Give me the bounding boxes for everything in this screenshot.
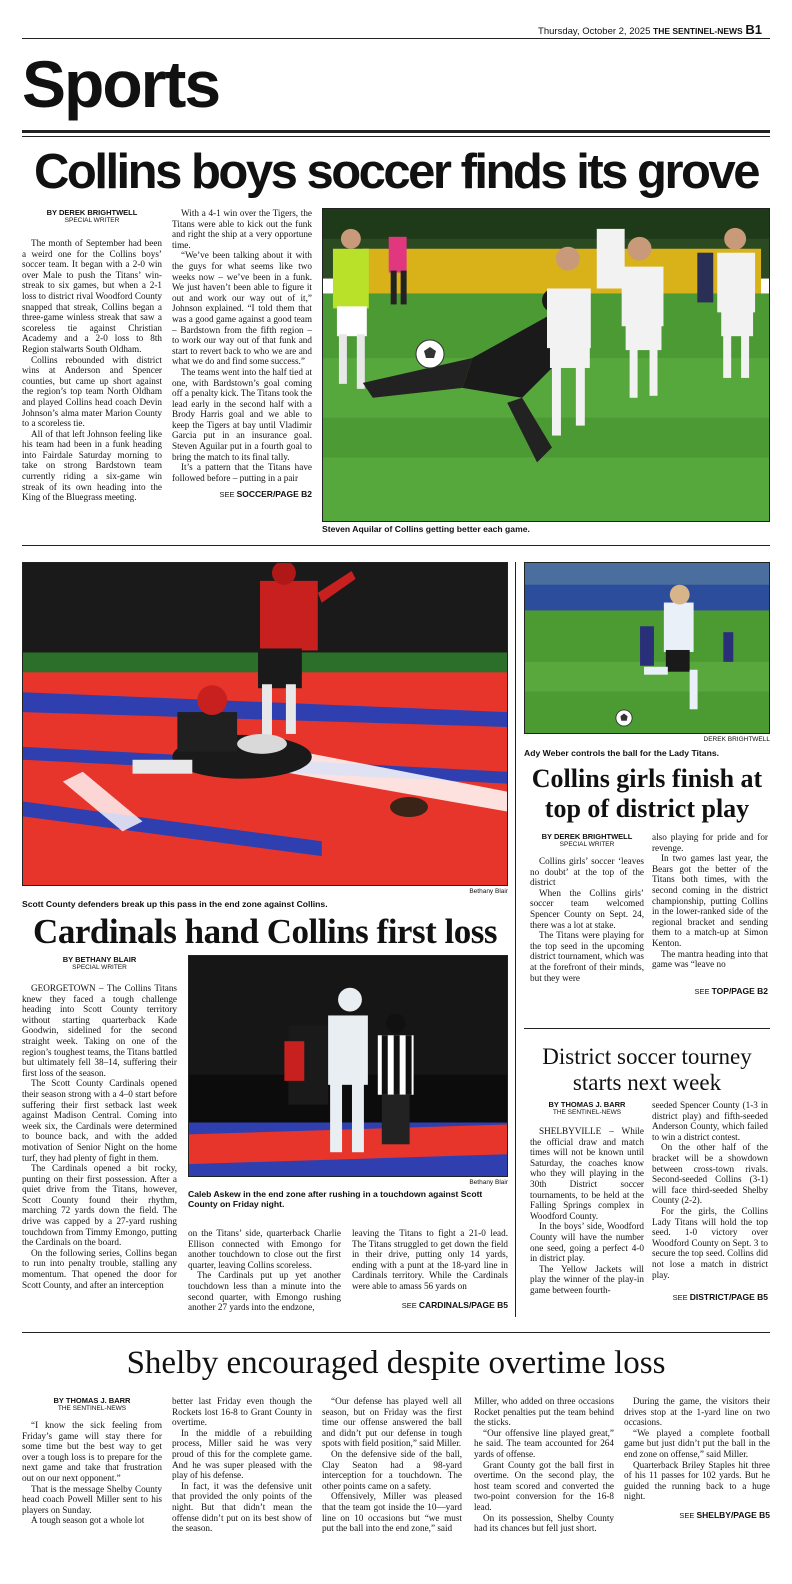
story1-p2: Collins rebounded with district wins at Anderson and Spencer counties, but came up short against the region’s top team North Oldham and played Collins head coach Devin Johnson’s alma mater Marion County to a scoreless tie. [22, 354, 162, 429]
story5-col4 [474, 1396, 614, 1534]
story1-p3: All of that left Johnson feeling like his team had been in a funk heading into Fairdale Saturday morning to take on strong Bardstown team currently riding a six-game win streak of its own heading into the King of the Bluegrass meeting. [22, 428, 162, 503]
story2-body-col1 [22, 983, 177, 1290]
story3-photo-credit: DEREK BRIGHTWELL [703, 736, 770, 743]
story2-byline: BY BETHANY BLAIR [62, 955, 137, 964]
football-photo-credit: Bethany Blair [469, 888, 508, 895]
story4-role: THE SENTINEL-NEWS [552, 1109, 622, 1116]
story3-jump-target: TOP/PAGE B2 [711, 985, 768, 996]
soccer-ball-icon [415, 339, 445, 369]
folio-page: B1 [745, 22, 762, 37]
story2-body-col2 [188, 1228, 341, 1313]
girls-soccer-photo [524, 562, 770, 734]
story3-p4: also playing for pride and for revenge. [652, 832, 768, 853]
story3-col2 [652, 832, 768, 996]
story5-col2 [172, 1396, 312, 1534]
story1-col2 [172, 208, 312, 499]
football-endzone-photo [22, 562, 508, 886]
soccer-ball-icon [615, 709, 633, 727]
story5-p1: “I know the sick feeling from Friday’s game will stay there for some time but the best way to get over a tough loss is to prepare for the next game and take that frustration out on our next opponent.” [22, 1420, 162, 1483]
story5-p3: A tough season got a whole lot [31, 1515, 145, 1526]
story2-p3: The Cardinals opened a bit rocky, punting on their first possession. After a quiet drive from the Titans, however, Scott County found their rhythm, marching 72 yards down the field. The drive was capped by a 27-yard rushing touchdown from Timmy Emongo, putting the Cardinals on the board. [22, 1163, 177, 1248]
story1-bottom-rule [22, 545, 770, 546]
story1-p7: It’s a pattern that the Titans have followed before – putting in a pair [172, 462, 312, 483]
story4-byline: BY THOMAS J. BARR [548, 1100, 626, 1109]
story4-col2 [652, 1100, 768, 1302]
folio [538, 22, 762, 37]
story1-p6: The teams went into the half tied at one, with Bardstown’s goal coming off a penalty kick. The Titans took the lead early in the second half with a Brody Harris goal and we able to keep the Tigers at bay until Vladimir Garcia put in an insurance goal. Steven Aguilar put in a fourth goal to bring the match to its final tally. [172, 366, 313, 462]
story1-body-col2 [172, 208, 312, 483]
story2-p6: The Cardinals put up yet another touchdown less than a minute into the second quarter, with Emongo rushing another 27 yards into the endzone, [188, 1270, 341, 1313]
story1-jump-target: SOCCER/PAGE B2 [236, 489, 312, 500]
football-photo-caption: Scott County defenders break up this pass in the end zone against Collins. [22, 899, 328, 909]
story2-p1: GEORGETOWN – The Collins Titans knew they faced a tough challenge heading into Scott County territory without starting quarterback Kade Goodwin, sidelined for the second straight week. Taking on one of the region’s toughest teams, the Titans battled but ultimately fell 38–14, suffering their first loss of the season. [22, 983, 177, 1078]
story5-p6: In fact, it was the defensive unit that provided the only points of the night. But that didn’t mean the offense didn’t put on its best show of the season. [172, 1480, 312, 1534]
story1-body-col1 [22, 238, 162, 503]
story5-byline: BY THOMAS J. BARR [53, 1396, 131, 1405]
story2-p2: The Scott County Cardinals opened their season strong with a 4–0 start before suffering their first setback last week against Madison Central. Coming into week six, the Cardinals were determined to bounce back, and with the added motivation of Senior Night on the home turf, they had plenty of fight in them. [22, 1078, 177, 1163]
story3-jump[interactable]: SEE TOP/PAGE B2 [694, 985, 768, 996]
story3-p6: The mantra heading into that game was “leave no [652, 948, 768, 970]
story5-p10: Miller, who added on three occasions Rocket penalties put the team behind the sticks. [474, 1396, 614, 1428]
story4-p4: seeded Spencer County (1-3 in district play) and fifth-seeded Anderson County, which failed to win a district contest. [652, 1100, 768, 1142]
story4-p2: In the boys’ side, Woodford County will have the number one seed, going a perfect 4-0 in district play. [530, 1221, 644, 1264]
story5-p12: Grant County got the ball first in overtime. On the second play, the host team scored and converted the two-point conversion for the 16-8 lead. [474, 1459, 614, 1512]
story5-p11: “Our offensive line played great,” he said. The team accounted for 264 yards of offense. [474, 1427, 614, 1459]
story5-p14: During the game, the visitors their drives stop at the 1-yard line on two occasions. [624, 1396, 770, 1428]
story1-headline: Collins boys soccer finds its grove [34, 145, 758, 199]
story5-p2: That is the message Shelby County head coach Powell Miller sent to his players on Sunday. [22, 1483, 162, 1515]
story3-role: SPECIAL WRITER [559, 841, 615, 848]
story1-caption: Steven Aquilar of Collins getting better each game. [322, 524, 530, 534]
story3-p3: The Titans were playing for the top seed in the upcoming district tournament, which was at the forefront of their minds, but they were [530, 930, 644, 983]
story3-headline: Collins girls finish at top of district play [531, 764, 763, 823]
folio-date: Thursday, October 2, 2025 [538, 26, 651, 37]
story4-col1 [530, 1100, 644, 1296]
folio-paper: THE SENTINEL-NEWS [653, 26, 743, 36]
story3-p1: Collins girls’ soccer ‘leaves no doubt’ at the top of the district [530, 856, 644, 888]
story5-headline: Shelby encouraged despite overtime loss [126, 1345, 666, 1381]
section-rule [22, 130, 770, 133]
story4-body-col1 [530, 1126, 644, 1296]
story5-p7: “Our defense has played well all season, but on Friday was the first time our offense answered the ball and didn’t put our defense in tough spots with field position,” said Miller. [322, 1396, 462, 1449]
story5-col3 [322, 1396, 462, 1534]
story5-role: THE SENTINEL-NEWS [57, 1405, 127, 1412]
story5-col1 [22, 1396, 162, 1526]
story4-p6: For the girls, the Collins Lady Titans will hold the top seed. 1-0 victory over Woodford County on Sept. 3 to secure the top seed. Collins did not lose a match in district play. [652, 1205, 768, 1280]
story2-col3 [352, 1228, 508, 1310]
story5-p16: Quarterback Briley Staples hit three of his 11 passes for 102 yards. But he guided the running back to a huge night. [624, 1459, 770, 1502]
boys-soccer-photo [322, 208, 770, 522]
story1-jump[interactable]: SEE SOCCER/PAGE B2 [219, 489, 312, 500]
story2-role: SPECIAL WRITER [72, 964, 127, 971]
football-icon [389, 795, 429, 819]
story5-body-col1 [22, 1420, 162, 1526]
story3-body-col2 [652, 832, 768, 970]
story3-bottom-rule [524, 1028, 770, 1029]
story2-caption: Caleb Askew in the end zone after rushing in a touchdown against Scott County on Friday night. [188, 1189, 483, 1209]
story5-p9: Offensively, Miller was pleased that the team got inside the 10—yard line on 10 occasions but “we must put the ball into the end zone,” said [322, 1491, 462, 1534]
story4-body-col2 [652, 1100, 768, 1280]
story4-p3: The Yellow Jackets will play the winner of the play-in game between fourth- [530, 1263, 644, 1295]
story3-caption: Ady Weber controls the ball for the Lady Titans. [524, 748, 719, 758]
story5-col5 [624, 1396, 770, 1520]
story2-p5: on the Titans’ side, quarterback Charlie Ellison connected with Emongo for another touchdown to close out the first quarter, leaving Collins scoreless. [188, 1228, 341, 1270]
folio-rule [22, 38, 770, 39]
story5-p15: “We played a complete football game but just didn’t put the ball in the end zone on offense,” said Miller. [624, 1427, 770, 1459]
story4-p1: SHELBYVILLE – While the official draw and match times will not be known until Saturday, the coaches know who they will playing in the 30th District soccer tournaments, to be held at the Falling Springs complex in Woodford County. [530, 1126, 644, 1221]
story5-p13: On its possession, Shelby County had its chances but fell just short. [474, 1512, 614, 1534]
story2-photo-credit: Bethany Blair [469, 1179, 508, 1186]
story5-body-col2 [172, 1396, 312, 1534]
story1-byline: BY DEREK BRIGHTWELL [46, 208, 138, 217]
story2-headline: Cardinals hand Collins first loss [33, 912, 497, 951]
section-title: Sports [22, 47, 220, 121]
story4-headline: District soccer tourney starts next week [542, 1044, 752, 1095]
story3-byline: BY DEREK BRIGHTWELL [541, 832, 633, 841]
story1-col1 [22, 208, 162, 503]
touchdown-photo [188, 955, 508, 1177]
story3-p5: In two games last year, the Bears got the better of the Titans both times, with the second coming in the district championship, putting Collins in the lower-ranked side of the regional bracket and sending them to a match-up at Simon Kenton. [652, 853, 768, 948]
story2-col1 [22, 955, 177, 1290]
story3-col1 [530, 832, 644, 983]
story2-p7: leaving the Titans to fight a 21-0 lead. The Titans struggled to get down the field in their drive, putting only 14 yards, ending with a punt at the 18-yard line in Cardinals territory. While the Cardinals were able to amass 56 yards on [352, 1228, 508, 1291]
story5-p5: In the middle of a rebuilding process, Miller said he was very proud of this for the complete game. And he was super pleased with the play of his defense. [172, 1427, 312, 1481]
story5-jump[interactable]: SEE SHELBY/PAGE B5 [679, 1509, 770, 1520]
story2-jump[interactable]: SEE CARDINALS/PAGE B5 [401, 1299, 508, 1310]
story1-role: SPECIAL WRITER [64, 217, 120, 224]
story1-p5: “We’ve been talking about it with the guys for what seems like two weeks now – we’ve been in a funk. We just haven’t been able to figure it out and work our way out of it,” Johnson explained. “I told them that was a good game against a good team – Bardstown from the fifth region – to work our way out of that funk and start to revert back to who we are and what we do and find some success.” [172, 250, 312, 367]
story5-jump-target: SHELBY/PAGE B5 [696, 1509, 770, 1520]
story5-p4: better last Friday even though the Rockets lost 16-8 to Grant County in overtime. [172, 1396, 312, 1428]
story2-p4: On the following series, Collins began to run into penalty trouble, stalling any momentum. That opened the door for Scott County, and after an interception [22, 1247, 177, 1290]
section-rule-thin [22, 136, 770, 137]
story5-p8: On the defensive side of the ball, Clay Seaton had a 98-yard interception for a touchdown. The other points came on a safety. [322, 1448, 462, 1491]
story5-body-col4 [474, 1396, 614, 1534]
story4-jump-target: DISTRICT/PAGE B5 [689, 1292, 768, 1303]
story5-body-col5 [624, 1396, 770, 1502]
story3-p2: When the Collins girls’ soccer team welcomed Spencer County on Sept. 24, there was a lot at stake. [530, 887, 644, 930]
story3-body-col1 [530, 856, 644, 983]
story5-top-rule [22, 1332, 770, 1333]
story4-jump[interactable]: SEE DISTRICT/PAGE B5 [672, 1292, 768, 1303]
story2-jump-target: CARDINALS/PAGE B5 [418, 1299, 508, 1310]
story5-body-col3 [322, 1396, 462, 1534]
story1-p4: With a 4-1 win over the Tigers, the Titans were able to kick out the funk and right the ship at a very opportune time. [172, 208, 312, 250]
column-separator [515, 562, 516, 1317]
story2-body-col3 [352, 1228, 508, 1292]
story1-p1: The month of September had been a weird one for the Collins boys’ soccer team. It began with a 2-0 win over Male to push the Titans’ win-streak to six games, but when a 2-1 loss to district rival Woodford County snapped that streak, Collins began a three-game winless streak that saw a scoreless tie against Christian Academy and a 2-0 loss to 8th Region stalwarts South Oldham. [22, 238, 162, 354]
story4-p5: On the other half of the bracket will be a showdown between cross-town rivals. Second-seeded Collins (3-1) will face third-seeded Shelby County (2-2). [652, 1142, 768, 1206]
story2-col2 [188, 1228, 341, 1313]
